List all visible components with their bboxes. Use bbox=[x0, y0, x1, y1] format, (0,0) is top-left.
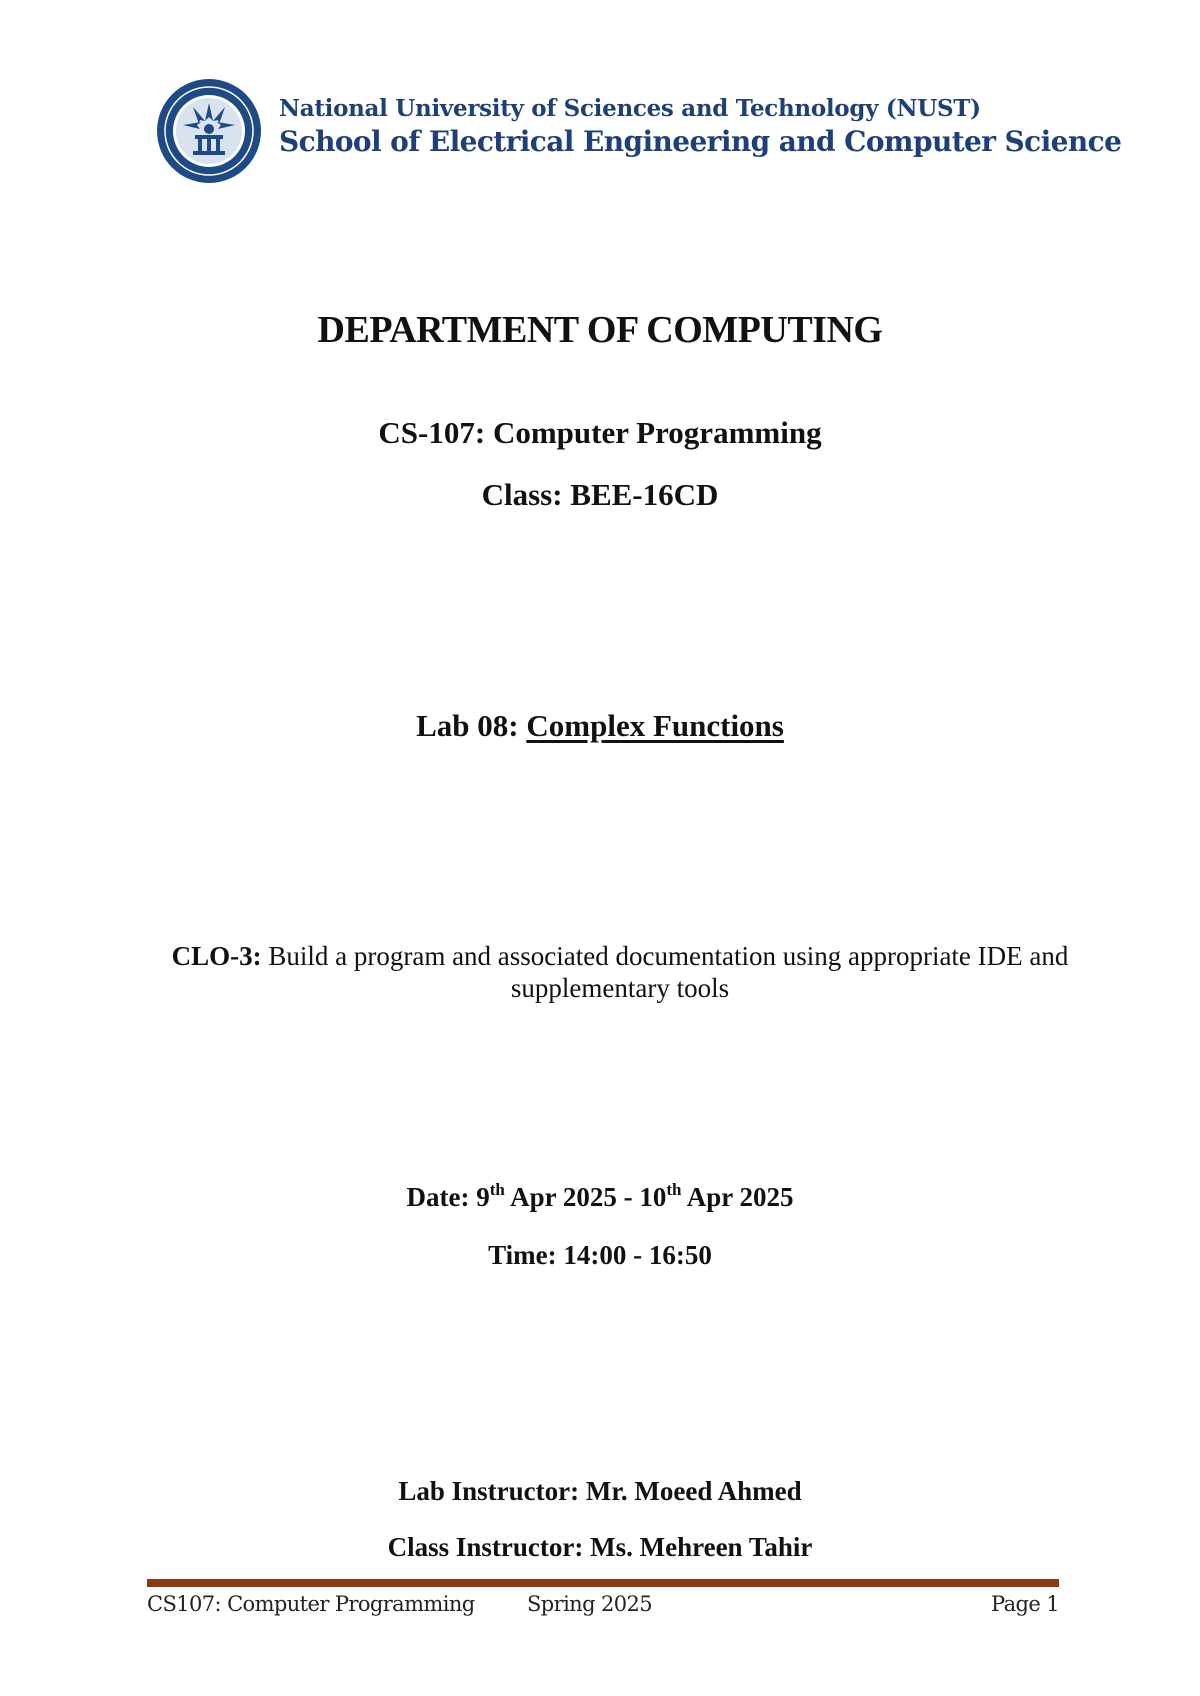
department-title: DEPARTMENT OF COMPUTING bbox=[317, 309, 883, 351]
clo-label: CLO-3: bbox=[171, 941, 262, 971]
school-name: School of Electrical Engineering and Computer Science bbox=[279, 125, 1122, 158]
footer-divider bbox=[147, 1579, 1059, 1587]
date-middle: Apr 2025 - 10 bbox=[504, 1182, 667, 1212]
lab-title bbox=[0, 708, 1200, 744]
course-title: CS-107: Computer Programming bbox=[378, 415, 822, 450]
page-header bbox=[155, 77, 1122, 187]
nust-logo bbox=[155, 77, 263, 185]
date-suffix-start: th bbox=[489, 1180, 505, 1199]
class-instructor: Class Instructor: Ms. Mehreen Tahir bbox=[387, 1532, 813, 1562]
lab-time: Time: 14:00 - 16:50 bbox=[488, 1240, 712, 1270]
nust-seal-icon bbox=[155, 77, 263, 185]
footer-course: CS107: Computer Programming bbox=[147, 1592, 475, 1616]
lab-number: Lab 08: bbox=[416, 708, 527, 743]
date-end: Apr 2025 bbox=[681, 1182, 794, 1212]
footer-page-number: Page 1 bbox=[990, 1592, 1059, 1616]
clo-text: Build a program and associated documentation using appropriate IDE and supplementary tools bbox=[261, 941, 1069, 1003]
class-title: Class: BEE-16CD bbox=[481, 477, 719, 512]
lab-date bbox=[0, 1182, 1200, 1213]
footer-semester: Spring 2025 bbox=[527, 1592, 653, 1616]
university-name: National University of Sciences and Technology (NUST) bbox=[279, 95, 981, 122]
date-suffix-end: th bbox=[666, 1180, 682, 1199]
lab-topic: Complex Functions bbox=[526, 708, 784, 743]
lab-instructor: Lab Instructor: Mr. Moeed Ahmed bbox=[398, 1476, 802, 1506]
clo-statement bbox=[140, 940, 1100, 1004]
date-label: Date: 9 bbox=[406, 1182, 490, 1212]
